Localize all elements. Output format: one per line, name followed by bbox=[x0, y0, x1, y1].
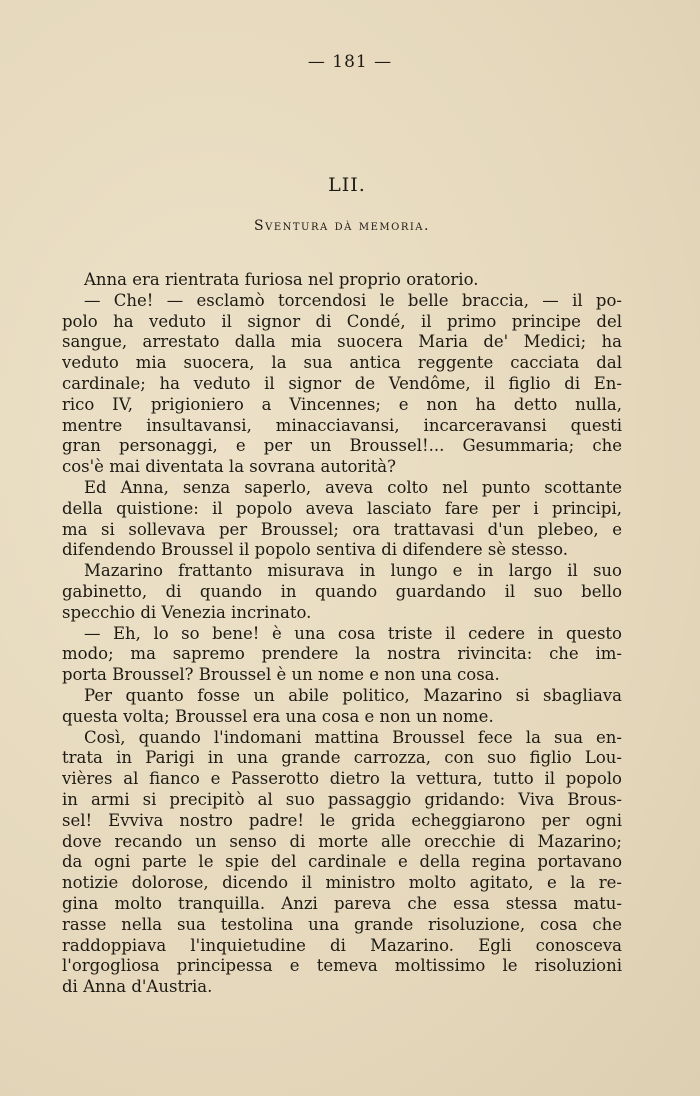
text-line: modo; ma sapremo prendere la nostra rivincita: che im- bbox=[62, 644, 622, 664]
text-line: l'orgogliosa principessa e temeva moltissimo le risoluzioni bbox=[62, 956, 622, 976]
text-line: Ed Anna, senza saperlo, aveva colto nel punto scottante bbox=[84, 477, 622, 497]
page-number: — 181 — bbox=[307, 52, 393, 72]
text-line: veduto mia suocera, la sua antica reggente cacciata dal bbox=[62, 353, 622, 373]
text-line: Così, quando l'indomani mattina Broussel fece la sua en- bbox=[84, 727, 622, 747]
chapter-title: Sventura dà memoria. bbox=[254, 218, 430, 234]
text-line: da ogni parte le spie del cardinale e della regina portavano bbox=[62, 852, 622, 872]
body-text bbox=[62, 270, 622, 998]
text-line: porta Broussel? Broussel è un nome e non una cosa. bbox=[62, 665, 500, 685]
text-line: questa volta; Broussel era una cosa e non un nome. bbox=[62, 706, 494, 726]
text-line: cos'è mai diventata la sovrana autorità? bbox=[62, 457, 396, 477]
text-line: dove recando un senso di morte alle orecchie di Mazarino; bbox=[62, 831, 622, 851]
text-line: gabinetto, di quando in quando guardando il suo bello bbox=[62, 581, 622, 601]
text-line: specchio di Venezia incrinato. bbox=[62, 602, 312, 622]
text-line: — Che! — esclamò torcendosi le belle braccia, — il po- bbox=[84, 290, 622, 310]
text-line: polo ha veduto il signor di Condé, il primo principe del bbox=[62, 311, 622, 331]
text-line: gina molto tranquilla. Anzi pareva che essa stessa matu- bbox=[62, 893, 622, 913]
text-line: notizie dolorose, dicendo il ministro molto agitato, e la re- bbox=[62, 873, 622, 893]
chapter-number: LII. bbox=[328, 174, 366, 196]
text-line: ma si sollevava per Broussel; ora trattavasi d'un plebeo, e bbox=[62, 519, 622, 539]
text-line: vières al fianco e Passerotto dietro la vettura, tutto il popolo bbox=[62, 769, 622, 789]
text-line: gran personaggi, e per un Broussel!... Gesummaria; che bbox=[62, 436, 622, 456]
text-line: raddoppiava l'inquietudine di Mazarino. Egli conosceva bbox=[62, 935, 622, 955]
text-line: sel! Evviva nostro padre! le grida echeggiarono per ogni bbox=[62, 810, 622, 830]
text-line: Mazarino frattanto misurava in lungo e in largo il suo bbox=[84, 561, 622, 581]
text-line: rasse nella sua testolina una grande risoluzione, cosa che bbox=[62, 914, 622, 934]
text-line: cardinale; ha veduto il signor de Vendôme, il figlio di En- bbox=[62, 373, 622, 393]
text-line: in armi si precipitò al suo passaggio gridando: Viva Brous- bbox=[62, 789, 622, 809]
text-line: sangue, arrestato dalla mia suocera Maria de' Medici; ha bbox=[62, 332, 622, 352]
text-line: rico IV, prigioniero a Vincennes; e non ha detto nulla, bbox=[62, 394, 622, 414]
text-line: della quistione: il popolo aveva lasciato fare per i principi, bbox=[62, 498, 622, 518]
text-line: trata in Parigi in una grande carrozza, con suo figlio Lou- bbox=[62, 748, 622, 768]
text-line: mentre insultavansi, minacciavansi, incarceravansi questi bbox=[62, 415, 622, 435]
text-line: — Eh, lo so bene! è una cosa triste il cedere in questo bbox=[84, 623, 622, 643]
text-line: Per quanto fosse un abile politico, Mazarino si sbagliava bbox=[84, 685, 622, 705]
text-line: Anna era rientrata furiosa nel proprio oratorio. bbox=[84, 270, 479, 289]
text-line: difendendo Broussel il popolo sentiva di difendere sè stesso. bbox=[62, 540, 569, 560]
text-line: di Anna d'Austria. bbox=[62, 977, 213, 997]
